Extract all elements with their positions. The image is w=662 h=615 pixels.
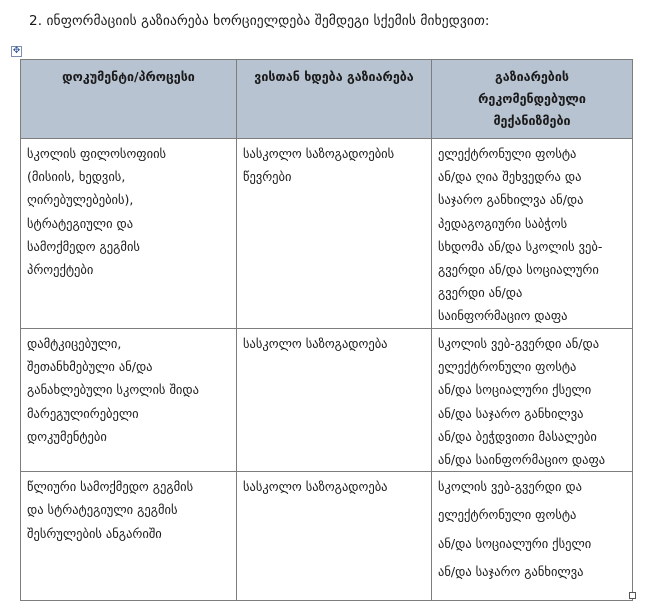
cell-line: ან/და სოციალური ქსელი <box>438 535 592 551</box>
table-row <box>21 329 633 472</box>
header-mechanisms <box>432 60 633 139</box>
cell-line: სკოლის ვებ-გვერდი ან/და <box>438 336 600 351</box>
cell-line: შესრულების ანგარიში <box>27 525 162 541</box>
cell-document <box>21 472 237 601</box>
cell-line: სხდომა ან/და სკოლის ვებ- <box>438 238 603 254</box>
cell-mechanisms <box>432 139 633 329</box>
cell-line: ღირებულებების), <box>27 192 134 208</box>
cell-line: სასკოლო საზოგადოება <box>243 336 388 351</box>
cell-line: გვერდი ან/და სოციალური <box>438 262 599 278</box>
cell-line: განახლებული სკოლის შიდა <box>27 382 199 398</box>
cell-line: ან/და საჯარო განხილვა <box>438 563 584 579</box>
cell-line: პედაგოგიური საბჭოს <box>438 215 568 231</box>
cell-line: შეთანხმებული ან/და <box>27 359 153 375</box>
table-move-handle-icon[interactable]: ✥ <box>12 46 21 56</box>
cell-line: საინფორმაციო დაფა <box>438 308 568 324</box>
cell-line: სასკოლო საზოგადოების <box>243 146 395 161</box>
cell-shared-with <box>237 139 432 329</box>
header-line: რეკომენდებული <box>478 91 586 106</box>
header-shared-with <box>237 60 432 139</box>
header-line: გაზიარების <box>495 69 569 84</box>
cell-line: ან/და საინფორმაციო დაფა <box>438 452 606 468</box>
cell-line: ელექტრონული ფოსტა <box>438 359 577 375</box>
cell-line: საჯარო განხილვა ან/და <box>438 192 584 208</box>
cell-line: სასკოლო საზოგადოება <box>243 479 388 495</box>
cell-shared-with <box>237 472 432 601</box>
table-row <box>21 139 633 329</box>
cell-line: წლიური სამოქმედო გეგმის <box>27 479 194 495</box>
cell-line: დამტკიცებული, <box>27 336 122 351</box>
cell-line: ელექტრონული ფოსტა <box>438 146 577 161</box>
cell-line: გვერდი ან/და <box>438 285 523 301</box>
cell-line: სტრატეგიული და <box>27 215 134 231</box>
cell-line: ან/და სოციალური ქსელი <box>438 382 592 398</box>
table-resize-handle[interactable] <box>629 592 636 599</box>
header-line: დოკუმენტი/პროცესი <box>62 69 195 84</box>
cell-line: ან/და საჯარო განხილვა <box>438 405 584 421</box>
cell-line: ან/და ღია შეხვედრა და <box>438 169 582 185</box>
header-line: ვისთან ხდება გაზიარება <box>254 69 414 84</box>
sharing-scheme-table <box>20 59 633 601</box>
cell-line: მარეგულირებელი <box>27 405 139 421</box>
cell-line: დოკუმენტები <box>27 428 107 444</box>
cell-shared-with <box>237 329 432 472</box>
header-document-process <box>21 60 237 139</box>
cell-mechanisms <box>432 329 633 472</box>
section-heading: 2. ინფორმაციის გაზიარება ხორციელდება შემდეგი სქემის მიხედვით: <box>29 13 490 29</box>
header-line: მექანიზმები <box>493 113 571 128</box>
cell-line: ელექტრონული ფოსტა <box>438 507 577 523</box>
table-header-row <box>21 60 633 139</box>
cell-document <box>21 329 237 472</box>
cell-line: და სტრატეგიული გეგმის <box>27 502 178 518</box>
table-row <box>21 472 633 601</box>
cell-document <box>21 139 237 329</box>
cell-line: პროექტები <box>27 262 94 278</box>
cell-line: (მისიის, ხედვის, <box>27 169 126 185</box>
cell-line: სამოქმედო გეგმის <box>27 238 140 254</box>
cell-line: ან/და ბეჭდვითი მასალები <box>438 428 597 444</box>
cell-line: სკოლის ფილოსოფიის <box>27 146 167 161</box>
cell-mechanisms <box>432 472 633 601</box>
cell-line: სკოლის ვებ-გვერდი და <box>438 479 582 495</box>
cell-line: წევრები <box>243 169 292 185</box>
